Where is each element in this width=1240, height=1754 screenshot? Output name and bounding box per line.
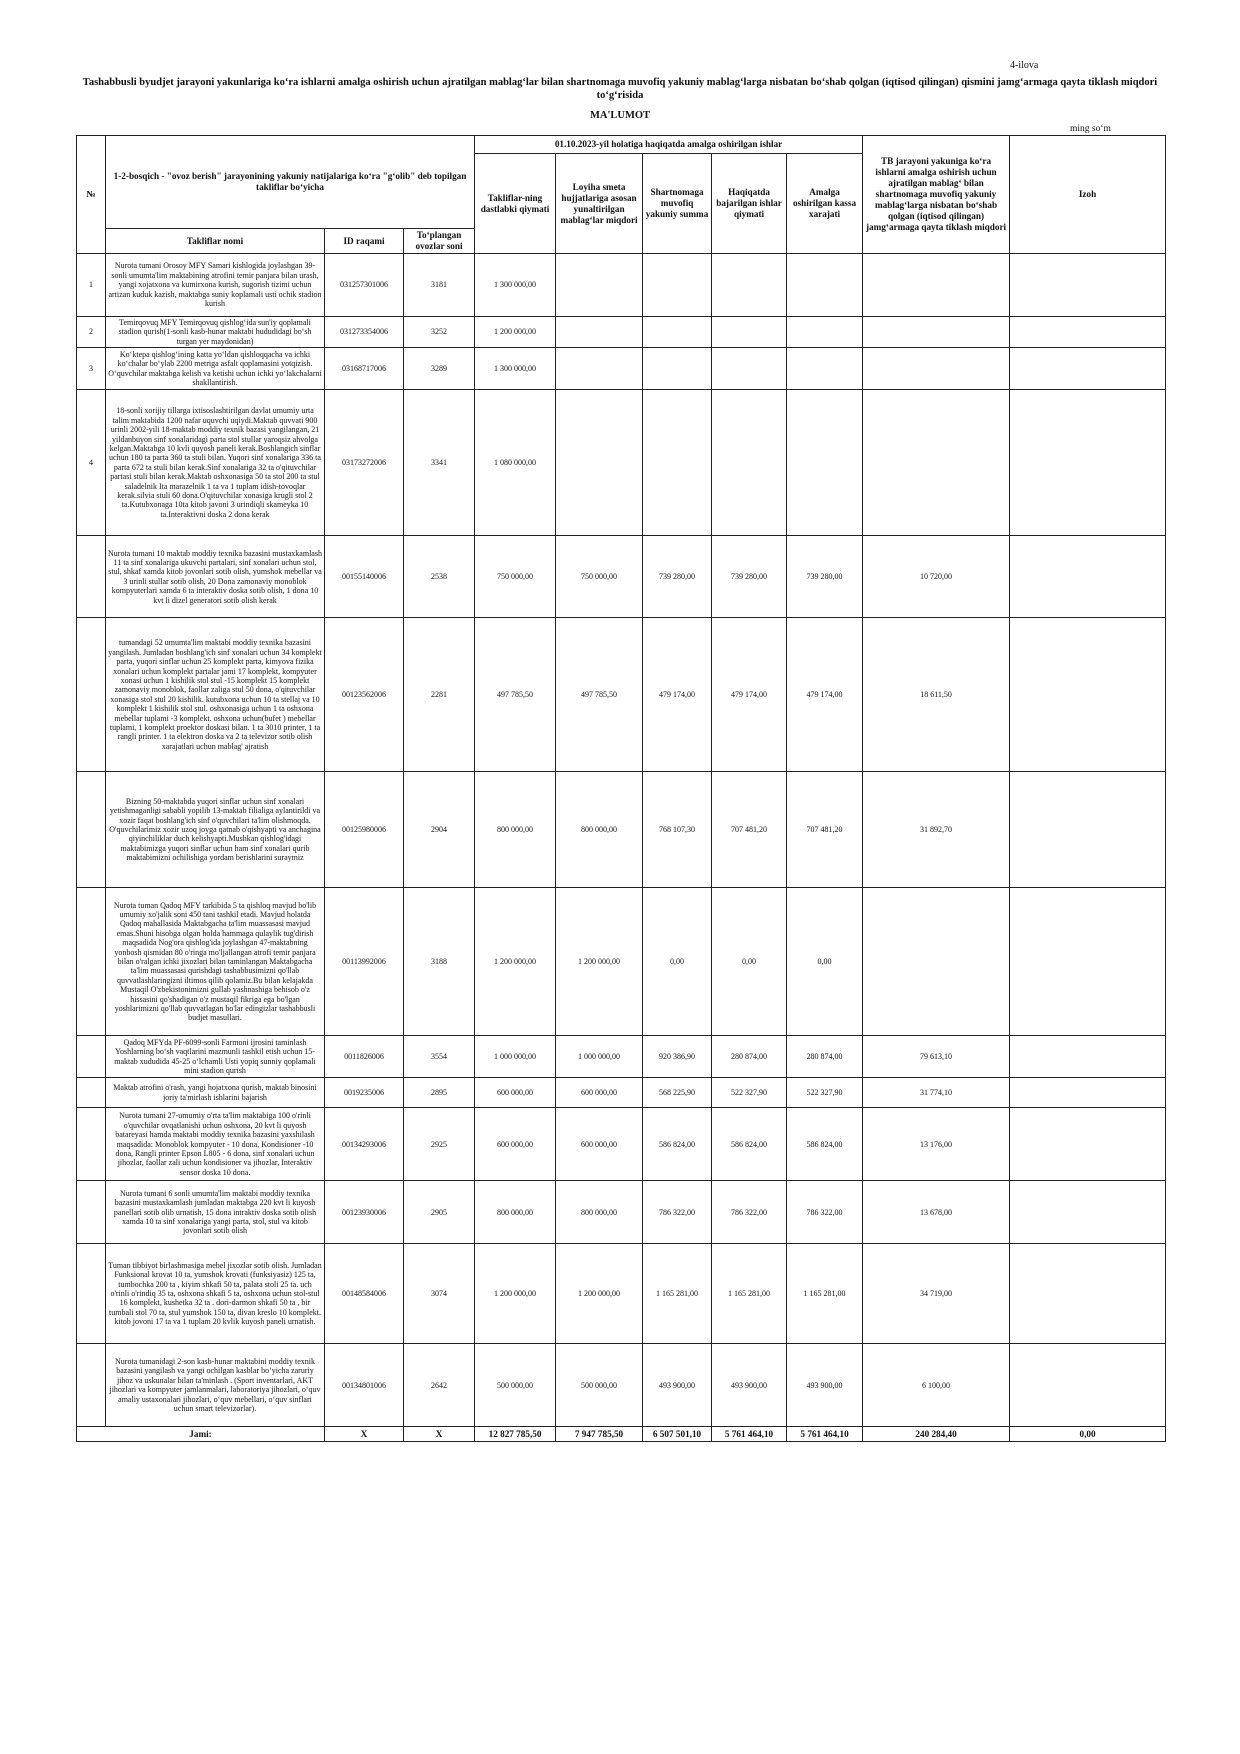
proposal-name-cell: tumandagi 52 umumta'lim maktabi moddiy texnika bazasini yangilash. Jumladan boshlang'ich sinf xonalari uchun 34 komplekt parta, yuqori sinflar uchun 25 komplekt parta, kimyova fizika xonalari uchun komplekt partalar jami 17 komplekt, kompyuter xonasi uchun 1 kishilik stol stul -15 komplekt 15 komplekt zamonaviy monoblok, faollar zaliga stul 50 dona, o'qituvchilar xonasiga stol stul 20 kishilik. kutubxona uchun 10 ta stellaj va 10 komplekt 1 kishilik stol stul. oshxonasiga uchun 1 ta oshxona mebellar tuplami -3 komplekt. oshxona uchun(bufet ) mebellar tuplami, 1 komplekt proektor doskasi bilan. 1 ta 3010 printer, 1 ta rangli printer. 1 ta elektron doska va 2 ta televizor sotib olish xarajatlari uchun mablag' ajratish [106, 618, 325, 772]
row-number-cell [77, 1108, 106, 1181]
note-cell [1010, 1244, 1166, 1344]
note-cell [1010, 317, 1166, 348]
design-amount-cell [556, 317, 643, 348]
votes-count-cell: 2281 [404, 618, 475, 772]
proposal-id-cell: 03168717006 [325, 348, 404, 390]
total-cash: 5 761 464,10 [787, 1427, 863, 1442]
initial-value-cell: 600 000,00 [475, 1108, 556, 1181]
total-row [77, 1427, 1166, 1442]
initial-value-cell: 1 080 000,00 [475, 390, 556, 536]
contract-sum-cell [643, 254, 712, 317]
votes-count-cell: 2642 [404, 1344, 475, 1427]
actual-value-cell [712, 254, 787, 317]
row-number-cell [77, 772, 106, 888]
proposal-name-cell: 18-sonli xorijiy tillarga ixtisoslashtirilgan davlat umumiy urta talim maktabida 1200 nafar uquvchi uqiydi.Maktab quvvati 900 urinli 2002-yili 18-maktab moddiy texnik bazasi yangilangan, 21 yildanbuyon sinf xonalaridagi parta stol stullar yaroqsiz ahvolga kelgan.Maktabga 10 kvli quyosh paneli kerak.Boshlangich sinflar uchun 180 ta parta 360 ta stuli bilan. Yuqori sinf xonalariga 336 ta parta 672 ta stuli bilan kerak.Sinf xonalariga 32 ta o'qituvchilar partasi stuli bilan kerak.Maktab oshxonasiga 50 ta stol 200 ta stul saladelnik Ita marazelnik 1 ta va 1 tuplam idish-tovoqlar kerak.silvia stuli 60 dona.O'qituvchilar xonasiga krugli stol 2 ta.Kutubxonaga 10ta kitob javoni 3 urindiqli skameyka 10 ta.Interaktivni doska 2 dona kerak [106, 390, 325, 536]
contract-sum-cell: 768 107,30 [643, 772, 712, 888]
proposal-name-cell: Nurota tuman Qadoq MFY tarkibida 5 ta qishloq mavjud bo'lib umumiy xo'jalik soni 450 tani tashkil etadi. Mavjud holatda Qadoq mahallasida Maktabgacha ta'lim muassasasi mavjud emas.Shuni hisobga olgan holda hammaga qulaylik tug'dirish maqsadida Nog'ora qishlog'ida joylashgan 47-maktabning yonbosh qismidan 80 o'ringa mo'ljallangan atrofi temir panjara bilan o'ralgan ichki jixozlari bilan taminlangan Maktabgacha ta'lim muassasasi qurishdagi tashabbusimizni qo'llab quvvatlashlaringizni iltimos qilib qolamiz.Bu bilan kelajakda Mustaqil O'zbekistonimizni gullab yashnashiga behisob o'z hissasini qo'shadigan o'z mustaqil fikriga ega bo'lgan yoshlarimizni qo'llab quvvatlagan bo'lar edingizlar tashabbusli budjet masullari. [106, 888, 325, 1036]
votes-count-cell: 2905 [404, 1181, 475, 1244]
cash-spent-cell: 0,00 [787, 888, 863, 1036]
header-no: № [77, 136, 106, 254]
proposal-name-cell: Nurota tumani 10 maktab moddiy texnika bazasini mustaxkamlash 11 ta sinf xonalariga ukuvchi partalari, sinf xonalari uchun stol, stul, shkaf xamda kitob jovonlari sotib olish, yumshok mebellar va 3 urinli stullar sotib olish, 20 Dona zamonaviy monoblok kompyuterlari xamda 6 ta interaktiv doska sotib olish, 1 dona 10 kvt li dizel generatori sotib olish kerak [106, 536, 325, 618]
contract-sum-cell [643, 348, 712, 390]
restore-amount-cell: 31 892,70 [863, 772, 1010, 888]
votes-count-cell: 3074 [404, 1244, 475, 1344]
proposal-id-cell: 00134801006 [325, 1344, 404, 1427]
total-label: Jami: [77, 1427, 325, 1442]
table-row [77, 536, 1166, 618]
note-cell [1010, 772, 1166, 888]
header-design-amount: Loyiha smeta hujjatlariga asosan yunaltirilgan mablag‘lar miqdori [556, 154, 643, 254]
contract-sum-cell: 0,00 [643, 888, 712, 1036]
proposal-name-cell: Nurota tumanidagi 2-son kasb-hunar maktabini moddiy texnik bazasini yangilash va yangi ochilgan kasblar bo‘yicha zaruriy jihoz va uskunalar bilan ta'minlash . (Sport inventarlari, AKT jihozlari va kompyuter jamlanmalari, laboratoriya jihozlari, o‘quv amaliy ustaxonalari jihozlari, o‘quv mebellari, o‘quv sinflari uchun smart televizorlar). [106, 1344, 325, 1427]
restore-amount-cell [863, 254, 1010, 317]
header-contract-sum: Shartnomaga muvofiq yakuniy summa [643, 154, 712, 254]
document-subtitle: MA'LUMOT [589, 110, 651, 121]
note-cell [1010, 888, 1166, 1036]
initial-value-cell: 1 200 000,00 [475, 1244, 556, 1344]
design-amount-cell: 800 000,00 [556, 772, 643, 888]
design-amount-cell: 750 000,00 [556, 536, 643, 618]
proposal-id-cell: 00148584006 [325, 1244, 404, 1344]
header-id: ID raqami [325, 229, 404, 254]
table-row [77, 772, 1166, 888]
cash-spent-cell [787, 390, 863, 536]
votes-count-cell: 3188 [404, 888, 475, 1036]
header-cash-spent: Amalga oshirilgan kassa xarajati [787, 154, 863, 254]
votes-count-cell: 3181 [404, 254, 475, 317]
cash-spent-cell [787, 317, 863, 348]
restore-amount-cell [863, 348, 1010, 390]
table-row [77, 1078, 1166, 1108]
row-number-cell: 1 [77, 254, 106, 317]
header-votes: To‘plangan ovozlar soni [404, 229, 475, 254]
proposal-name-cell: Maktab atrofini o'rash, yangi hojatxona qurish, maktab binosini joriy ta'mirlash ishlarini bajarish [106, 1078, 325, 1108]
cash-spent-cell: 586 824,00 [787, 1108, 863, 1181]
table-row [77, 1244, 1166, 1344]
design-amount-cell: 497 785,50 [556, 618, 643, 772]
annex-label: 4-ilova [1010, 60, 1039, 71]
row-number-cell [77, 1036, 106, 1078]
header-works-group: 01.10.2023-yil holatiga haqiqatda amalga oshirilgan ishlar [475, 136, 863, 154]
actual-value-cell: 586 824,00 [712, 1108, 787, 1181]
note-cell [1010, 348, 1166, 390]
table-row [77, 888, 1166, 1036]
row-number-cell [77, 1344, 106, 1427]
initial-value-cell: 600 000,00 [475, 1078, 556, 1108]
contract-sum-cell: 1 165 281,00 [643, 1244, 712, 1344]
proposal-name-cell: Qadoq MFYda PF-6099-sonli Farmoni ijrosini taminlash Yoshlarning bo‘sh vaqtlarini mazmunli tashkil etish uchun 15-maktab xududida 45-25 o‘lchamli Usti yopiq sunniy qoplamali mini stadion qurish [106, 1036, 325, 1078]
actual-value-cell: 493 900,00 [712, 1344, 787, 1427]
cash-spent-cell: 1 165 281,00 [787, 1244, 863, 1344]
restore-amount-cell: 13 678,00 [863, 1181, 1010, 1244]
data-table [76, 135, 1166, 1442]
contract-sum-cell: 786 322,00 [643, 1181, 712, 1244]
contract-sum-cell [643, 317, 712, 348]
proposal-id-cell: 03173272006 [325, 390, 404, 536]
votes-count-cell: 2925 [404, 1108, 475, 1181]
contract-sum-cell: 920 386,90 [643, 1036, 712, 1078]
proposal-name-cell: Ko‘ktepa qishlog‘ining katta yo‘ldan qishloqqacha va ichki ko‘chalar bo‘ylab 2200 metriga asfalt qoplamasini yotqizish. O‘quvchilar maktabga kelish va ketishi uchun ichki yo‘lakchalarni shakllantirish. [106, 348, 325, 390]
cash-spent-cell: 493 900,00 [787, 1344, 863, 1427]
total-restore: 240 284,40 [863, 1427, 1010, 1442]
header-restore: TB jarayoni yakuniga ko‘ra ishlarni amalga oshirish uchun ajratilgan mablag‘ bilan shartnomaga muvofiq yakuniy mablag‘larga nisbatan bo‘shab qolgan (iqtisod qilingan) jamg‘armaga qayta tiklash miqdori [863, 136, 1010, 254]
row-number-cell [77, 618, 106, 772]
proposal-id-cell: 031273354006 [325, 317, 404, 348]
cash-spent-cell: 479 174,00 [787, 618, 863, 772]
votes-count-cell: 2895 [404, 1078, 475, 1108]
note-cell [1010, 1108, 1166, 1181]
note-cell [1010, 1181, 1166, 1244]
actual-value-cell: 280 874,00 [712, 1036, 787, 1078]
cash-spent-cell [787, 348, 863, 390]
note-cell [1010, 1344, 1166, 1427]
votes-count-cell: 3554 [404, 1036, 475, 1078]
restore-amount-cell: 6 100,00 [863, 1344, 1010, 1427]
cash-spent-cell: 739 280,00 [787, 536, 863, 618]
cash-spent-cell: 707 481,20 [787, 772, 863, 888]
contract-sum-cell: 739 280,00 [643, 536, 712, 618]
proposal-name-cell: Tuman tibbiyot birlashmasiga mebel jixozlar sotib olish. Jumladan Funksional krovat 10 ta, yumshok krovati (funksiyasiz) 125 ta, tumbochka 200 ta , kiyim shkafi 50 ta, palata stoli 25 ta. uch o'rinli o'rindiq 35 ta, oshxona shkafi 5 ta, oshxona uchun stol-stul 16 komplekt, kushetka 32 ta . dori-darmon shkafi 50 ta , bir tumbali stol 70 ta, stul yumshok 150 ta, divan kreslo 10 komplekt. kitob jovoni 17 ta va 1 tuplam 20 kvlik kuyosh paneli urnatish. [106, 1244, 325, 1344]
proposal-id-cell: 00155140006 [325, 536, 404, 618]
total-contract: 6 507 501,10 [643, 1427, 712, 1442]
design-amount-cell [556, 254, 643, 317]
actual-value-cell: 1 165 281,00 [712, 1244, 787, 1344]
initial-value-cell: 1 200 000,00 [475, 888, 556, 1036]
actual-value-cell: 0,00 [712, 888, 787, 1036]
table-row [77, 1036, 1166, 1078]
proposal-id-cell: 031257301006 [325, 254, 404, 317]
header-initial-value: Takliflar-ning dastlabki qiymati [475, 154, 556, 254]
design-amount-cell: 600 000,00 [556, 1078, 643, 1108]
header-actual-value: Haqiqatda bajarilgan ishlar qiymati [712, 154, 787, 254]
note-cell [1010, 1036, 1166, 1078]
table-row [77, 618, 1166, 772]
proposal-name-cell: Nurota tumani Orosoy MFY Samari kishlogida joylashgan 39-sonli umumta'lim maktabining atrofini temir panjara bilan urash, yangi xojatxona va kumirxona kurish, sugorish tizimi uchun artizan kuduk kazish, maktabga suniy koplamali usti ochik stadion kurish [106, 254, 325, 317]
design-amount-cell: 800 000,00 [556, 1181, 643, 1244]
actual-value-cell [712, 317, 787, 348]
row-number-cell [77, 1181, 106, 1244]
proposal-name-cell: Nurota tumani 27-umumiy o'rta ta'lim maktabiga 100 o'rinli o'quvchilar ovqatlanishi uchun oshxona, 20 kvt li quyosh batareyasi hamda maktabi moddiy texnika bazasini yaxshilash maqsadida: Monoblok kompyuter - 10 dona, Kondisioner -10 dona, Rangli printer Epson L805 - 6 dona, sinf xonalari uchun jihozlar, faollar zali uchun kondisioner va jihozlar, Interaktiv sensor doska 10 dona. [106, 1108, 325, 1181]
votes-count-cell: 2904 [404, 772, 475, 888]
restore-amount-cell: 31 774,10 [863, 1078, 1010, 1108]
proposal-id-cell: 00123930006 [325, 1181, 404, 1244]
note-cell [1010, 390, 1166, 536]
actual-value-cell: 786 322,00 [712, 1181, 787, 1244]
total-id: X [325, 1427, 404, 1442]
design-amount-cell: 1 200 000,00 [556, 1244, 643, 1344]
total-votes: X [404, 1427, 475, 1442]
actual-value-cell: 479 174,00 [712, 618, 787, 772]
table-row [77, 1108, 1166, 1181]
proposal-name-cell: Temirqovuq MFY Temirqovuq qishlog‘ida sun'iy qoplamali stadion qurish(1-sonli kasb-hunar maktabi hududidagi bo‘sh turgan yer maydonidan) [106, 317, 325, 348]
proposal-name-cell: Bizning 50-maktabda yuqori sinflar uchun sinf xonalari yetishmaganligi sababli yopilib 13-maktab filialiga aylantirildi va xozir faqat boshlang'ich sinf o'quvchilari ta'lim olishmoqda. O'quvchilarimiz xozir uzoq joyga qatnab o'qishyapti va anchagina qiyinchiliklar duch kelishyapti.Mushkan qishlog'idagi maktabimizga yuqori sinflar uchun ham sinf xonalari qurib maktabimizni ochilishiga yordam berishlarini suraymiz [106, 772, 325, 888]
contract-sum-cell [643, 390, 712, 536]
document-title: Tashabbusli byudjet jarayoni yakunlariga ko‘ra ishlarni amalga oshirish uchun ajratilgan mablag‘lar bilan shartnomaga muvofiq yakuniy mablag‘larga nisbatan bo‘shab qolgan (iqtisod qilingan) qismini jamg‘armaga qayta tiklash miqdori to‘g‘risida [82, 77, 1158, 101]
cash-spent-cell: 280 874,00 [787, 1036, 863, 1078]
proposal-id-cell: 0011826006 [325, 1036, 404, 1078]
restore-amount-cell: 34 719,00 [863, 1244, 1010, 1344]
header-note: Izoh [1010, 136, 1166, 254]
votes-count-cell: 2538 [404, 536, 475, 618]
total-note: 0,00 [1010, 1427, 1166, 1442]
cash-spent-cell: 786 322,00 [787, 1181, 863, 1244]
total-design: 7 947 785,50 [556, 1427, 643, 1442]
cash-spent-cell [787, 254, 863, 317]
row-number-cell: 4 [77, 390, 106, 536]
table-row [77, 317, 1166, 348]
table-row [77, 348, 1166, 390]
design-amount-cell: 500 000,00 [556, 1344, 643, 1427]
header-stage: 1-2-bosqich - "ovoz berish" jarayonining yakuniy natijalariga ko‘ra "g‘olib" deb topilgan takliflar bo‘yicha [106, 136, 475, 229]
initial-value-cell: 500 000,00 [475, 1344, 556, 1427]
contract-sum-cell: 568 225,90 [643, 1078, 712, 1108]
table-row [77, 254, 1166, 317]
initial-value-cell: 1 000 000,00 [475, 1036, 556, 1078]
design-amount-cell [556, 390, 643, 536]
table-row [77, 1344, 1166, 1427]
proposal-id-cell: 00125980006 [325, 772, 404, 888]
initial-value-cell: 1 300 000,00 [475, 348, 556, 390]
contract-sum-cell: 493 900,00 [643, 1344, 712, 1427]
initial-value-cell: 1 200 000,00 [475, 317, 556, 348]
proposal-name-cell: Nurota tumani 6 sonli umumta'lim maktabi moddiy texnika bazasini mustaxkamlash jumladan maktabga 220 kvt li kuyosh panellari sotib olib urnatish, 15 dona intraktiv doska sotib olish xamda 10 ta sinf xonalariga yangi parta, stol, stul va kitob jovonlari sotib olish [106, 1181, 325, 1244]
design-amount-cell: 1 200 000,00 [556, 888, 643, 1036]
actual-value-cell [712, 348, 787, 390]
total-actual: 5 761 464,10 [712, 1427, 787, 1442]
initial-value-cell: 750 000,00 [475, 536, 556, 618]
table-row [77, 1181, 1166, 1244]
restore-amount-cell [863, 317, 1010, 348]
proposal-id-cell: 0019235006 [325, 1078, 404, 1108]
cash-spent-cell: 522 327,90 [787, 1078, 863, 1108]
votes-count-cell: 3252 [404, 317, 475, 348]
actual-value-cell: 739 280,00 [712, 536, 787, 618]
note-cell [1010, 254, 1166, 317]
initial-value-cell: 800 000,00 [475, 772, 556, 888]
note-cell [1010, 536, 1166, 618]
table-row [77, 390, 1166, 536]
note-cell [1010, 618, 1166, 772]
design-amount-cell [556, 348, 643, 390]
initial-value-cell: 1 300 000,00 [475, 254, 556, 317]
restore-amount-cell: 10 720,00 [863, 536, 1010, 618]
proposal-id-cell: 00113992006 [325, 888, 404, 1036]
row-number-cell: 3 [77, 348, 106, 390]
actual-value-cell: 707 481,20 [712, 772, 787, 888]
actual-value-cell [712, 390, 787, 536]
proposal-id-cell: 00123562006 [325, 618, 404, 772]
note-cell [1010, 1078, 1166, 1108]
row-number-cell: 2 [77, 317, 106, 348]
restore-amount-cell [863, 390, 1010, 536]
total-initial: 12 827 785,50 [475, 1427, 556, 1442]
row-number-cell [77, 536, 106, 618]
votes-count-cell: 3341 [404, 390, 475, 536]
units-label: ming so‘m [1070, 124, 1111, 134]
design-amount-cell: 600 000,00 [556, 1108, 643, 1181]
proposal-id-cell: 00134293006 [325, 1108, 404, 1181]
restore-amount-cell: 18 611,50 [863, 618, 1010, 772]
initial-value-cell: 497 785,50 [475, 618, 556, 772]
header-name: Takliflar nomi [106, 229, 325, 254]
restore-amount-cell [863, 888, 1010, 1036]
contract-sum-cell: 586 824,00 [643, 1108, 712, 1181]
contract-sum-cell: 479 174,00 [643, 618, 712, 772]
votes-count-cell: 3289 [404, 348, 475, 390]
row-number-cell [77, 888, 106, 1036]
row-number-cell [77, 1244, 106, 1344]
restore-amount-cell: 79 613,10 [863, 1036, 1010, 1078]
restore-amount-cell: 13 176,00 [863, 1108, 1010, 1181]
actual-value-cell: 522 327,90 [712, 1078, 787, 1108]
design-amount-cell: 1 000 000,00 [556, 1036, 643, 1078]
initial-value-cell: 800 000,00 [475, 1181, 556, 1244]
row-number-cell [77, 1078, 106, 1108]
